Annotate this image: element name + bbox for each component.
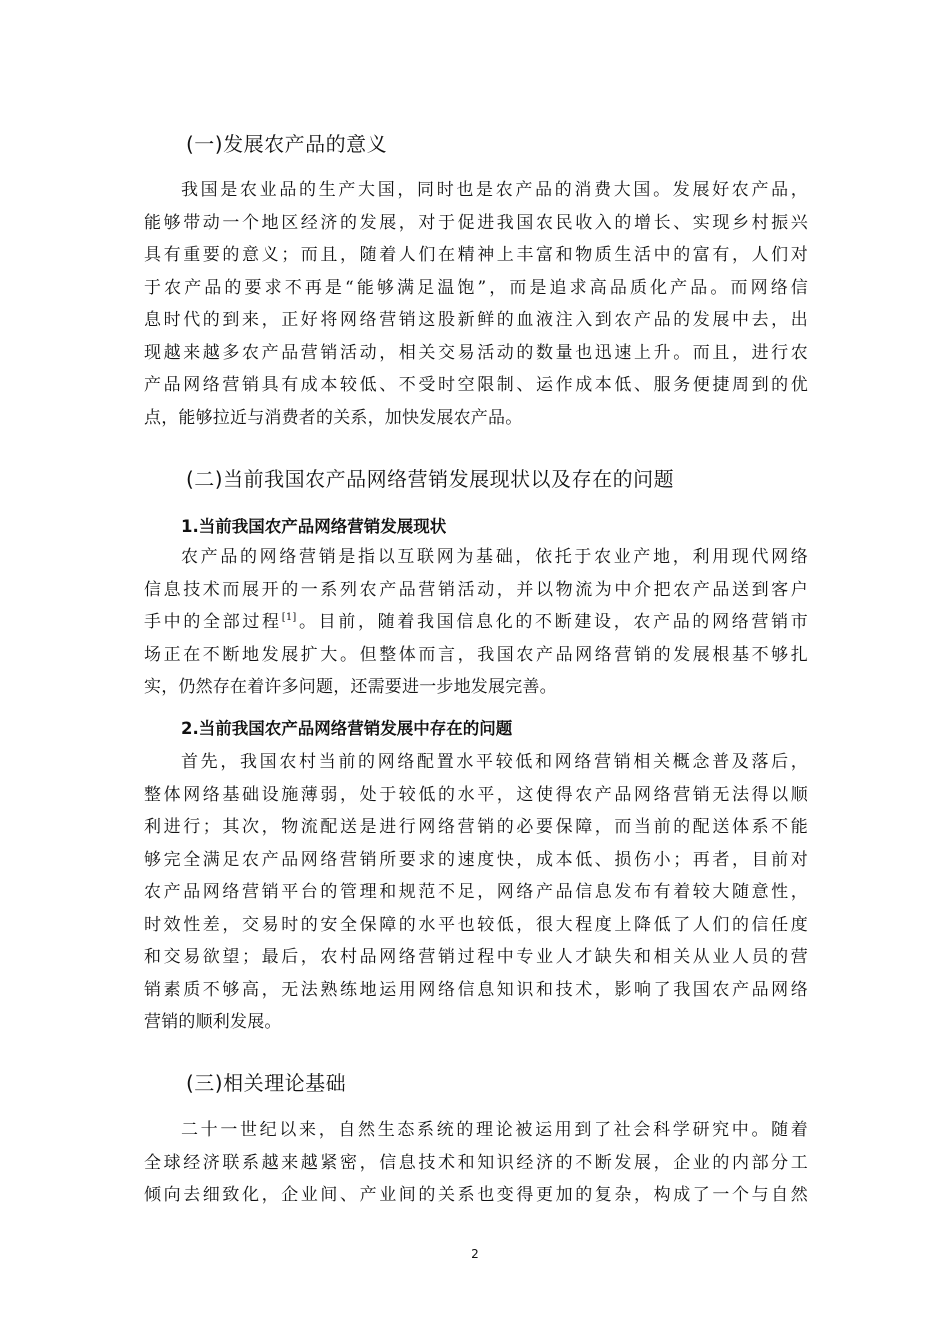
paragraph-line: 和交易欲望；最后，农村品网络营销过程中专业人才缺失和相关从业人员的营	[144, 947, 808, 967]
paragraph-line: 实，仍然存在着许多问题，还需要进一步地发展完善。	[144, 677, 557, 697]
paragraph-line: 息时代的到来，正好将网络营销这股新鲜的血液注入到农产品的发展中去，出	[144, 310, 808, 330]
section-1-paragraph	[144, 174, 808, 434]
section-heading-2: (二)当前我国农产品网络营销发展现状以及存在的问题	[186, 467, 675, 491]
paragraph-line: 现越来越多农产品营销活动，相关交易活动的数量也迅速上升。而且，进行农	[144, 342, 808, 363]
paragraph-line: 销素质不够高，无法熟练地运用网络信息知识和技术，影响了我国农产品网络	[144, 979, 808, 1000]
paragraph-line: 全球经济联系越来越紧密，信息技术和知识经济的不断发展，企业的内部分工	[144, 1152, 808, 1173]
paragraph-line: 产品网络营销具有成本较低、不受时空限制、运作成本低、服务便捷周到的优	[144, 375, 808, 395]
paragraph-line: 整体网络基础设施薄弱，处于较低的水平，这使得农产品网络营销无法得以顺	[144, 784, 808, 805]
paragraph-line: 场正在不断地发展扩大。但整体而言，我国农产品网络营销的发展根基不够扎	[144, 644, 808, 665]
paragraph-line: 具有重要的意义；而且，随着人们在精神上丰富和物质生活中的富有，人们对	[144, 245, 808, 265]
paragraph-line: 农产品的网络营销是指以互联网为基础，依托于农业产地，利用现代网络	[181, 547, 808, 567]
section-3-paragraph	[144, 1114, 808, 1212]
page-number: 2	[471, 1247, 479, 1261]
subsection-2-paragraph	[144, 746, 808, 1039]
subsection-heading-1: 1.当前我国农产品网络营销发展现状	[181, 517, 447, 536]
text-run: 手中的全部过程	[144, 612, 282, 632]
paragraph-line: 营销的顺利发展。	[144, 1012, 282, 1032]
section-heading-3: (三)相关理论基础	[186, 1071, 347, 1095]
paragraph-line: 时效性差，交易时的安全保障的水平也较低，很大程度上降低了人们的信任度	[144, 914, 808, 935]
paragraph-line: 农产品网络营销平台的管理和规范不足，网络产品信息发布有着较大随意性，	[144, 882, 808, 902]
paragraph-line: 能够带动一个地区经济的发展，对于促进我国农民收入的增长、实现乡村振兴	[144, 212, 808, 233]
paragraph-line: 二十一世纪以来，自然生态系统的理论被运用到了社会科学研究中。随着	[181, 1120, 808, 1140]
section-heading-1: (一)发展农产品的意义	[186, 132, 388, 156]
paragraph-line: 利进行；其次，物流配送是进行网络营销的必要保障，而当前的配送体系不能	[144, 817, 808, 837]
paragraph-line: 点，能够拉近与消费者的关系，加快发展农产品。	[144, 407, 523, 428]
paragraph-line: 我国是农业品的生产大国，同时也是农产品的消费大国。发展好农产品，	[181, 180, 808, 200]
paragraph-line	[144, 606, 808, 639]
paragraph-line: 倾向去细致化，企业间、产业间的关系也变得更加的复杂，构成了一个与自然	[144, 1185, 808, 1205]
subsection-heading-2: 2.当前我国农产品网络营销发展中存在的问题	[181, 719, 513, 738]
citation-marker: [1]	[281, 612, 297, 623]
paragraph-line: 信息技术而展开的一系列农产品营销活动，并以物流为中介把农产品送到客户	[144, 579, 808, 600]
subsection-1-paragraph	[144, 541, 808, 704]
paragraph-line: 首先，我国农村当前的网络配置水平较低和网络营销相关概念普及落后，	[181, 752, 808, 772]
paragraph-line: 够完全满足农产品网络营销所要求的速度快，成本低、损伤小；再者，目前对	[144, 849, 808, 870]
paragraph-line: 于农产品的要求不再是“能够满足温饱”，而是追求高品质化产品。而网络信	[144, 277, 808, 298]
text-run: 。目前，随着我国信息化的不断建设，农产品的网络营销市	[296, 612, 808, 632]
